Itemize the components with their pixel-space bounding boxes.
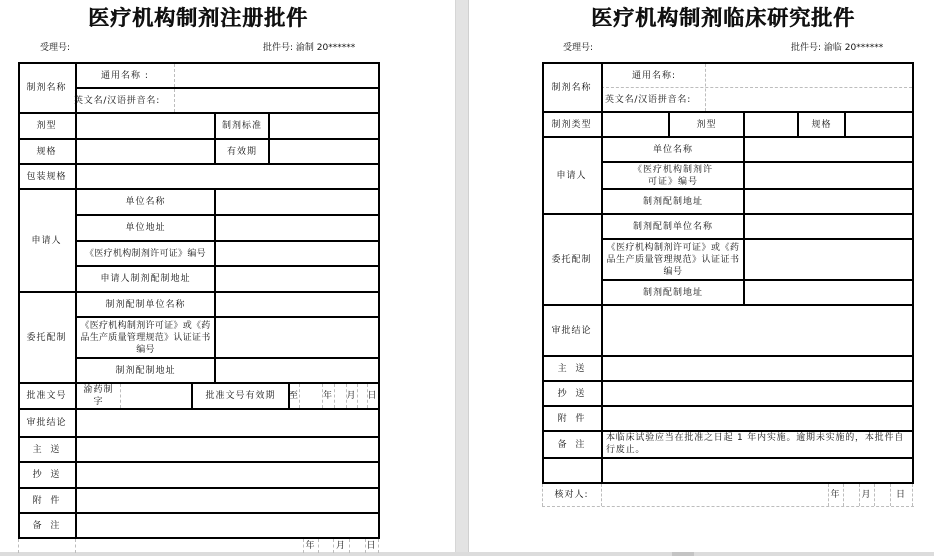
footer-year: 年 (830, 490, 841, 500)
field-prep-unit-name[interactable] (216, 293, 378, 316)
label-prep-name: 制剂名称 (26, 83, 67, 93)
field-entrusted-prep-address[interactable] (745, 281, 912, 304)
field-unit-address[interactable] (216, 216, 378, 240)
label-common-name: 通用名称: (631, 70, 677, 81)
label-remarks: 备 注 (557, 439, 586, 450)
label-cert-no: 《医疗机构制剂许可证》或《药品生产质量管理规范》认证证书编号 (606, 242, 740, 277)
label-approval-prefix: 渝药制字 (83, 385, 114, 407)
field-applicant-prep-address[interactable] (216, 267, 378, 291)
field-attachment[interactable] (77, 489, 378, 512)
field-package-spec[interactable] (77, 165, 378, 188)
field-specification[interactable] (846, 113, 912, 136)
field-cc[interactable] (77, 463, 378, 487)
footer-checker-label: 核对人: (554, 490, 589, 500)
label-entrusted-prep-address: 制剂配制地址 (642, 287, 703, 298)
field-english-name[interactable] (706, 88, 912, 111)
field-dosage-form[interactable] (745, 113, 797, 136)
field-prep-standard[interactable] (270, 114, 378, 138)
label-year: 年 (322, 391, 333, 401)
label-approval-validity: 批准文号有效期 (205, 391, 276, 401)
label-main-recipient: 主 送 (557, 363, 586, 374)
label-english-name: 英文名/汉语拼音名: (74, 95, 161, 106)
label-unit-name: 单位名称 (652, 144, 693, 155)
acceptance-number-label: 受理号: (40, 43, 71, 53)
field-license-no[interactable] (216, 242, 378, 265)
label-cc: 抄 送 (32, 470, 61, 480)
field-prep-address[interactable] (745, 190, 912, 213)
field-cc[interactable] (603, 382, 912, 405)
approval-number-label: 批件号: 渝临 20****** (791, 43, 884, 53)
label-package-spec: 包装规格 (26, 171, 67, 182)
field-main-recipient[interactable] (603, 357, 912, 380)
label-remarks: 备 注 (32, 520, 61, 531)
label-applicant: 申请人 (31, 235, 62, 246)
field-prep-type[interactable] (603, 113, 668, 136)
field-validity-year[interactable] (300, 384, 322, 408)
label-applicant-prep-address: 申请人制剂配制地址 (100, 274, 191, 284)
footer-day: 日 (895, 490, 906, 500)
label-to: 至 (289, 391, 300, 401)
label-common-name: 通用名称 : (101, 70, 149, 81)
label-specification: 规格 (811, 119, 832, 130)
label-dosage-form: 剂型 (36, 121, 57, 131)
remarks-text: 本临床试验应当在批准之日起 1 年内实施。逾期未实施的，本批件自行废止。 (606, 433, 905, 455)
field-prep-unit-name[interactable] (745, 215, 912, 238)
field-attachment[interactable] (603, 407, 912, 430)
field-review-conclusion[interactable] (77, 410, 378, 436)
page-gutter (455, 0, 469, 556)
document-page-registration (0, 0, 455, 552)
field-approval-doc-no[interactable] (121, 384, 191, 408)
label-prep-address: 制剂配制地址 (115, 365, 176, 376)
label-specification: 规格 (36, 146, 57, 157)
field-checker[interactable] (603, 484, 828, 506)
horizontal-scrollbar[interactable] (0, 552, 934, 556)
label-entrusted: 委托配制 (551, 254, 592, 265)
footer-month: 月 (335, 541, 346, 551)
field-unit-name[interactable] (216, 190, 378, 214)
label-prep-type: 制剂类型 (551, 119, 592, 130)
label-license-no: 《医疗机构制剂许可证》编号 (632, 164, 713, 187)
label-prep-address: 制剂配制地址 (642, 196, 703, 207)
label-day: 日 (367, 391, 378, 401)
footer-year: 年 (305, 541, 316, 551)
label-english-name: 英文名/汉语拼音名: (605, 94, 692, 105)
label-prep-name: 制剂名称 (551, 82, 592, 93)
label-attachment: 附 件 (32, 495, 61, 506)
blank-label (542, 459, 601, 482)
label-entrusted: 委托配制 (26, 332, 67, 343)
field-validity[interactable] (270, 140, 378, 163)
field-specification[interactable] (77, 140, 214, 163)
approval-number-label: 批件号: 渝制 20****** (263, 43, 356, 53)
field-remarks[interactable] (77, 514, 378, 537)
label-unit-address: 单位地址 (125, 223, 166, 233)
label-month: 月 (346, 391, 357, 401)
label-cc: 抄 送 (557, 388, 586, 399)
label-cert-no: 《医疗机构制剂许可证》或《药品生产质量管理规范》认证证书编号 (80, 320, 211, 355)
label-approval-doc-no: 批准文号 (26, 391, 67, 401)
footer-month: 月 (861, 490, 872, 500)
doc-title: 医疗机构制剂注册批件 (88, 5, 308, 30)
label-prep-standard: 制剂标准 (221, 121, 262, 131)
label-applicant: 申请人 (556, 170, 587, 181)
label-license-no: 《医疗机构制剂许可证》编号 (85, 248, 206, 259)
field-unit-name[interactable] (745, 138, 912, 161)
label-review-conclusion: 审批结论 (26, 418, 67, 428)
label-dosage-form: 剂型 (696, 119, 717, 130)
label-main-recipient: 主 送 (32, 444, 61, 455)
label-prep-unit-name: 制剂配制单位名称 (632, 221, 713, 232)
scrollbar-thumb[interactable] (672, 552, 694, 556)
field-common-name[interactable] (175, 64, 378, 87)
document-page-clinical-research (469, 0, 934, 552)
field-cert-no[interactable] (745, 240, 912, 279)
field-cert-no[interactable] (216, 318, 378, 357)
field-common-name[interactable] (706, 64, 912, 87)
label-unit-name: 单位名称 (125, 197, 166, 207)
label-review-conclusion: 审批结论 (551, 325, 592, 336)
doc-title: 医疗机构制剂临床研究批件 (591, 5, 855, 30)
field-main-recipient[interactable] (77, 438, 378, 461)
label-attachment: 附 件 (557, 413, 586, 424)
field-blank[interactable] (603, 459, 912, 482)
label-validity: 有效期 (226, 146, 257, 157)
footer-day: 日 (366, 541, 377, 551)
field-dosage-form[interactable] (77, 114, 214, 138)
field-english-name[interactable] (175, 89, 378, 112)
label-prep-unit-name: 制剂配制单位名称 (105, 299, 186, 310)
field-license-no[interactable] (745, 163, 912, 188)
field-review-conclusion[interactable] (603, 306, 912, 355)
acceptance-number-label: 受理号: (563, 43, 594, 53)
field-prep-address[interactable] (216, 359, 378, 382)
